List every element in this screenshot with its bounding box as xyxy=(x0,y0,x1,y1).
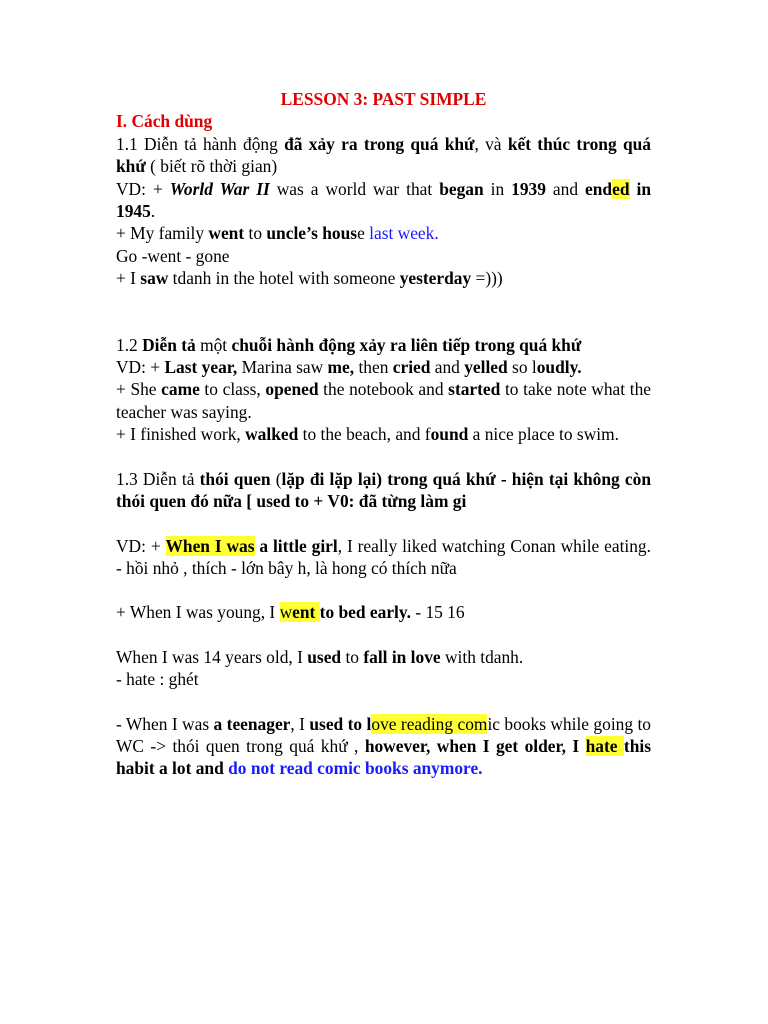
example-young xyxy=(116,601,651,623)
text-bold: began xyxy=(439,178,484,199)
text: to take note what the teacher was saying. xyxy=(116,379,651,422)
text: tdanh in the hotel with someone xyxy=(168,268,400,289)
document-content xyxy=(116,88,651,780)
example-saw xyxy=(116,267,651,289)
text-bold: Diễn tả xyxy=(142,334,196,355)
text: with tdanh. xyxy=(440,646,524,667)
text-bold: went xyxy=(208,223,245,244)
text: + My family xyxy=(116,223,209,244)
text-bold: yesterday xyxy=(399,268,472,289)
blue-text: do not read comic books anymore. xyxy=(228,758,483,779)
text-bold: yelled xyxy=(464,357,508,378)
text-bold: thói quen xyxy=(199,468,271,489)
text: VD: + xyxy=(116,535,166,556)
example-finished-work xyxy=(116,423,651,445)
text-bold: a teenager xyxy=(213,713,291,734)
usage-1-3 xyxy=(116,468,651,513)
section-heading: I. Cách dùng xyxy=(116,111,213,132)
text: in xyxy=(483,178,512,199)
highlighted-text: When I was xyxy=(165,535,255,556)
spacer xyxy=(116,290,651,334)
text-bold-italic: World War II xyxy=(169,178,270,199)
text: - When I was xyxy=(116,713,214,734)
text: VD: + xyxy=(116,357,165,378)
text-bold: cried xyxy=(392,357,431,378)
text-bold: Last year, xyxy=(164,357,238,378)
text-bold: oudly. xyxy=(536,357,582,378)
text-bold: 1939 xyxy=(511,178,546,199)
text-bold: chuỗi hành động xảy ra liên tiếp trong quá khứ xyxy=(231,334,582,355)
text: ic books while going to WC -> thói quen trong quá khứ , xyxy=(116,713,651,756)
text: một xyxy=(195,334,232,355)
highlighted-text: hate xyxy=(585,735,624,756)
text-bold: đã xảy ra trong quá khứ xyxy=(284,133,475,154)
text-bold: end xyxy=(585,178,613,199)
text-bold: started xyxy=(448,379,501,400)
example-marina xyxy=(116,356,651,378)
text: 1.3 Diễn tả xyxy=(116,468,200,489)
text: + I finished work, xyxy=(116,424,246,445)
example-teenager xyxy=(116,713,651,780)
text-bold: this habit a lot and xyxy=(116,735,651,779)
text-bold: saw xyxy=(140,268,169,289)
text: , và xyxy=(474,133,508,154)
example-fourteen xyxy=(116,646,651,668)
text: - 15 16 xyxy=(410,602,465,623)
text: to class, xyxy=(199,379,266,400)
text: then xyxy=(354,357,393,378)
text-bold: uncle’s hous xyxy=(266,223,358,244)
highlighted-text: reading com xyxy=(396,713,488,734)
text: + I xyxy=(116,268,141,289)
text-bold: to bed early. xyxy=(319,602,411,623)
text: . xyxy=(150,201,156,222)
usage-1-2 xyxy=(116,334,651,356)
text: the notebook and xyxy=(318,379,449,400)
text: a nice place to swim. xyxy=(468,424,619,445)
text: =))) xyxy=(471,268,503,289)
text-bold: ound xyxy=(430,424,469,445)
text: , I xyxy=(290,713,310,734)
text: to xyxy=(341,646,364,667)
text-bold: lặp đi lặp lại) trong quá khứ - hiện tại không còn thói quen đó nữa [ used to + V0: đã từng làm gi xyxy=(116,468,651,512)
text: When I was 14 years old, I xyxy=(116,646,308,667)
text: + She xyxy=(116,379,162,400)
verb-forms-go: Go -went - gone xyxy=(116,245,230,266)
spacer xyxy=(116,624,651,646)
text: was a world war that xyxy=(269,178,440,199)
text: so l xyxy=(507,357,537,378)
usage-1-1 xyxy=(116,133,651,178)
highlighted-text: ove xyxy=(371,713,397,734)
text: and xyxy=(545,178,586,199)
text-bold: fall in love xyxy=(363,646,441,667)
text: 1.2 xyxy=(116,334,143,355)
text: , I really liked watching Conan while eating. - hồi nhỏ , thích - lớn bây h, là hong có thích nữa xyxy=(116,535,651,578)
text-bold: kết thúc trong quá khứ xyxy=(116,133,651,177)
text-bold: opened xyxy=(265,379,319,400)
text: ( xyxy=(270,468,282,489)
text-bold: used xyxy=(307,646,342,667)
text: 1.1 Diễn tả hành động xyxy=(116,133,285,154)
spacer xyxy=(116,446,651,468)
text: VD: + xyxy=(116,178,170,199)
text-bold: used to l xyxy=(309,713,372,734)
text-bold: in 1945 xyxy=(116,178,651,222)
example-family xyxy=(116,222,651,244)
blue-text: last week. xyxy=(369,223,439,244)
text: and xyxy=(430,357,465,378)
text: ( biết rõ thời gian) xyxy=(145,156,278,177)
text: to xyxy=(244,223,267,244)
text-bold: came xyxy=(161,379,200,400)
spacer xyxy=(116,579,651,601)
text: Marina saw xyxy=(237,357,328,378)
text: to the beach, and f xyxy=(298,424,431,445)
example-conan xyxy=(116,535,651,580)
example-she-came xyxy=(116,378,651,423)
text: e xyxy=(357,223,370,244)
highlighted-text: ed xyxy=(612,178,630,199)
highlighted-text: w xyxy=(279,602,293,623)
lesson-title: LESSON 3: PAST SIMPLE xyxy=(280,89,487,109)
hate-definition: - hate : ghét xyxy=(116,669,199,690)
spacer xyxy=(116,513,651,535)
text-bold: however, when I get older, I xyxy=(364,735,586,756)
text-bold: a little girl xyxy=(254,535,338,556)
highlighted-text: ent xyxy=(292,602,320,623)
text-bold: walked xyxy=(245,424,299,445)
text: + When I was young, I xyxy=(116,602,280,623)
text-bold: me, xyxy=(327,357,355,378)
example-ww2 xyxy=(116,178,651,223)
spacer xyxy=(116,691,651,713)
